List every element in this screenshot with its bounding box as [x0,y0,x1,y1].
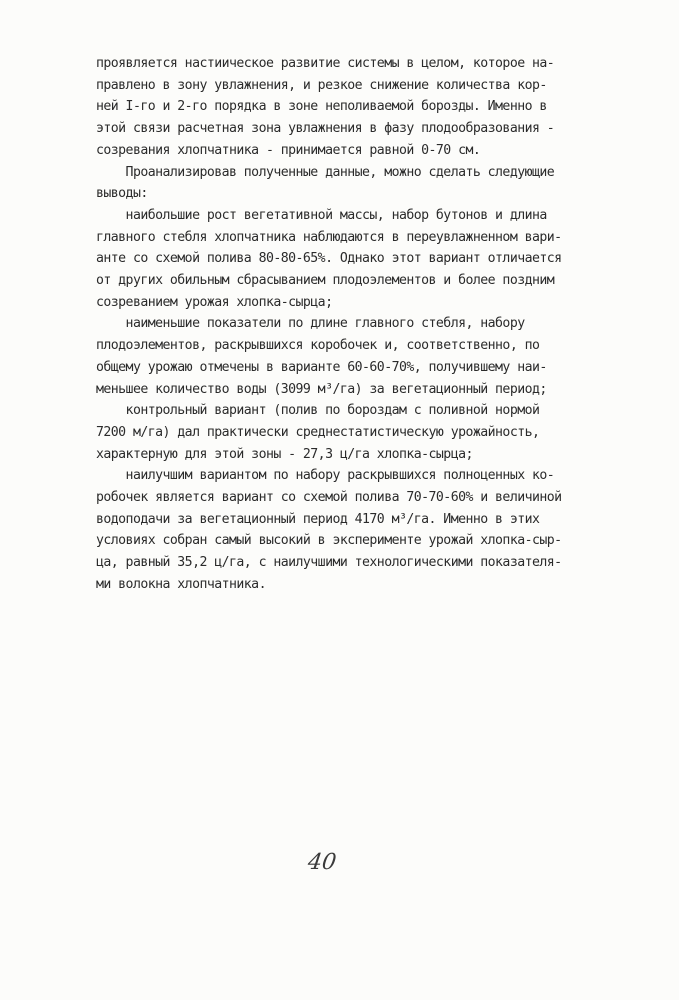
text-line: общему урожаю отмечены в варианте 60-60-70%, получившему наи- [96,359,547,375]
text-line: Проанализировав полученные данные, можно сделать следующие [96,164,555,180]
text-line: этой связи расчетная зона увлажнения в фазу плодообразования - [96,121,555,137]
text-line: ца, равный 35,2 ц/га, с наилучшими технологическими показателя- [96,555,562,571]
text-line: меньшее количество воды (3099 м³/га) за вегетационный период; [96,381,547,397]
text-line: характерную для этой зоны - 27,3 ц/га хлопка-сырца; [96,446,473,462]
text-line: ми волокна хлопчатника. [96,576,266,592]
body-text [96,53,661,596]
text-line: созревания хлопчатника - принимается равной 0-70 см. [96,142,481,158]
text-line: главного стебля хлопчатника наблюдаются в переувлажненном вари- [96,229,562,245]
text-line: контрольный вариант (полив по бороздам с поливной нормой [96,403,540,419]
text-line: правлено в зону увлажнения, и резкое снижение количества кор- [96,77,547,93]
text-line: наименьшие показатели по длине главного стебля, набору [96,316,525,332]
page-number: 40 [306,850,338,875]
text-line: от других обильным сбрасыванием плодоэлементов и более поздним [96,273,555,289]
text-line: созреванием урожая хлопка-сырца; [96,294,333,310]
text-line: ней I-го и 2-го порядка в зоне неполиваемой борозды. Именно в [96,99,547,115]
text-line: выводы: [96,186,148,202]
text-line: анте со схемой полива 80-80-65%. Однако этот вариант отличается [96,251,562,267]
text-line: наилучшим вариантом по набору раскрывшихся полноценных ко- [96,468,555,484]
text-line: условиях собран самый высокий в эксперименте урожай хлопка-сыр- [96,533,562,549]
text-line: водоподачи за вегетационный период 4170 м³/га. Именно в этих [96,511,540,527]
text-line: плодоэлементов, раскрывшихся коробочек и, соответственно, по [96,338,540,354]
text-line: наибольшие рост вегетативной массы, набор бутонов и длина [96,207,547,223]
text-line: 7200 м/га) дал практически среднестатистическую урожайность, [96,424,540,440]
text-line: робочек является вариант со схемой полива 70-70-60% и величиной [96,490,562,506]
text-line: проявляется настиическое развитие системы в целом, которое на- [96,56,555,71]
